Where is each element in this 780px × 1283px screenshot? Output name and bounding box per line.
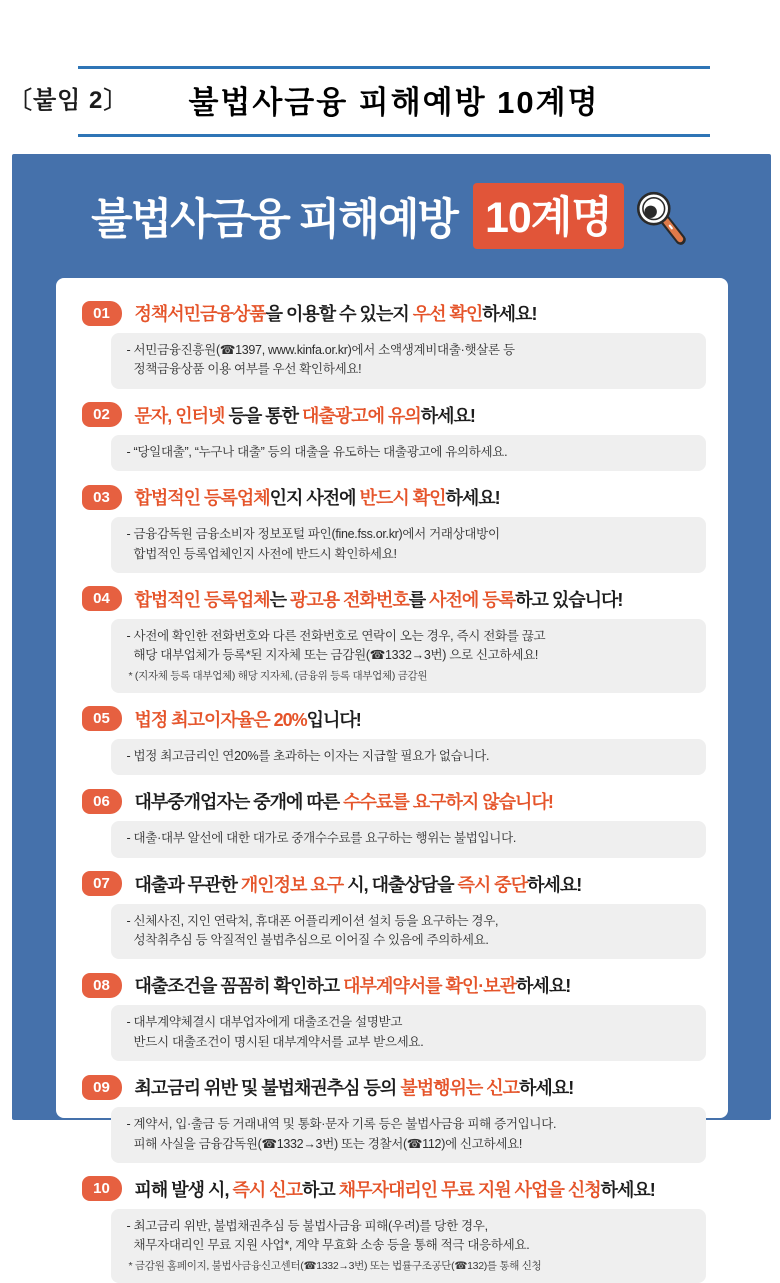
- title-highlight-text: 불법행위는 신고: [400, 1078, 520, 1099]
- detail-line: 성착취추심 등 악질적인 불법추심으로 이어질 수 있음에 주의하세요.: [133, 933, 489, 948]
- item-detail-box: [111, 1209, 706, 1283]
- title-highlight-text: 개인정보 요구: [240, 874, 344, 895]
- detail-line: 반드시 대출조건이 명시된 대부계약서를 교부 받으세요.: [133, 1034, 424, 1049]
- poster-header: [12, 180, 771, 252]
- title-highlight-text: 대부계약서를 확인·보관: [343, 976, 517, 997]
- title-text: 시, 대출상담을: [343, 874, 458, 895]
- poster-title-badge: 10계명: [473, 183, 624, 249]
- document-title-block: [78, 66, 710, 137]
- title-text: 대부중개업자는 중개에 따른: [134, 792, 344, 813]
- detail-line: - 대출·대부 알선에 대한 대가로 중개수수료를 요구하는 행위는 불법입니다.: [126, 831, 517, 846]
- item-head: [82, 402, 706, 428]
- item-title: [135, 300, 537, 326]
- title-highlight-text: 수수료를 요구하지 않습니다!: [343, 792, 553, 813]
- item-head: [82, 788, 706, 814]
- commandment-item: [80, 1176, 706, 1283]
- title-text: 피해 발생 시,: [134, 1179, 233, 1200]
- item-title: [135, 586, 623, 612]
- title-text: 는: [269, 589, 290, 610]
- commandments-list: [80, 300, 706, 1283]
- title-text: 를: [408, 589, 430, 610]
- title-highlight-text: 즉시 중단: [457, 874, 528, 895]
- title-highlight-text: 법정 최고이자율은 20%: [134, 709, 307, 730]
- detail-line: 채무자대리인 무료 지원 사업*, 계약 무효화 소송 등을 통해 적극 대응하세요.: [133, 1238, 530, 1253]
- item-detail-box: [111, 739, 706, 775]
- item-head: [82, 871, 706, 897]
- item-number-badge: 06: [82, 789, 122, 814]
- title-text: 하세요!: [516, 976, 571, 997]
- commandment-item: [80, 1074, 706, 1163]
- magnifier-icon: [630, 188, 692, 250]
- title-highlight-text: 사전에 등록: [429, 589, 516, 610]
- detail-line: - 계약서, 입·출금 등 거래내역 및 통화·문자 기록 등은 불법사금융 피해 증거입니다.: [126, 1117, 557, 1132]
- item-detail-box: [111, 619, 706, 693]
- poster: [12, 154, 771, 1272]
- item-number-badge: 07: [82, 871, 122, 896]
- item-number-badge: 02: [82, 402, 122, 427]
- title-highlight-text: 즉시 신고: [232, 1179, 303, 1200]
- title-text: 최고금리 위반 및 불법채권추심 등의: [134, 1078, 401, 1099]
- detail-line: - 사전에 확인한 전화번호와 다른 전화번호로 연락이 오는 경우, 즉시 전화를 끊고: [126, 628, 546, 643]
- item-number-badge: 03: [82, 485, 122, 510]
- poster-title: 불법사금융 피해예방: [91, 195, 457, 244]
- title-highlight-text: 채무자대리인 무료 지원 사업을 신청: [338, 1179, 601, 1200]
- title-highlight-text: 광고용 전화번호: [290, 589, 409, 610]
- item-title: [135, 788, 553, 814]
- detail-line: - 법정 최고금리인 연20%를 초과하는 이자는 지급할 필요가 없습니다.: [126, 748, 490, 763]
- title-text: 하세요!: [600, 1179, 655, 1200]
- title-highlight-text: 대출광고에 유의: [302, 405, 421, 426]
- title-text: 등을 통한: [224, 405, 303, 426]
- detail-line: - 금융감독원 금융소비자 정보포털 파인(fine.fss.or.kr)에서 거래상대방이: [126, 527, 500, 542]
- detail-line: - 서민금융진흥원(☎1397, www.kinfa.or.kr)에서 소액생계비대출·햇살론 등: [126, 343, 515, 357]
- item-detail-box: [111, 904, 706, 960]
- item-detail-box: [111, 821, 706, 857]
- title-text: 하세요!: [482, 304, 537, 324]
- item-detail-box: [111, 1107, 706, 1163]
- title-text: 대출과 무관한: [134, 874, 241, 895]
- title-text: 하세요!: [445, 488, 500, 509]
- title-highlight-text: 문자, 인터넷: [134, 405, 225, 426]
- item-head: [82, 586, 706, 612]
- item-title: [135, 871, 582, 897]
- item-title: [135, 1074, 574, 1100]
- detail-footnote: * (지자체 등록 대부업체) 해당 지자체, (금융위 등록 대부업체) 금감원: [128, 669, 428, 682]
- commandment-item: [80, 402, 706, 471]
- detail-line: - 신체사진, 지인 연락처, 휴대폰 어플리케이션 설치 등을 요구하는 경우,: [126, 913, 499, 928]
- detail-line: 합법적인 등록업체인지 사전에 반드시 확인하세요!: [133, 546, 397, 561]
- detail-line: - 대부계약체결시 대부업자에게 대출조건을 설명받고: [126, 1015, 403, 1030]
- commandment-item: [80, 972, 706, 1061]
- title-highlight-text: 합법적인 등록업체: [134, 589, 270, 610]
- commandment-item: [80, 706, 706, 775]
- item-head: [82, 1176, 706, 1202]
- commandments-card: [56, 278, 728, 1272]
- title-highlight-text: 우선 확인: [412, 304, 483, 324]
- document-title: 불법사금융 피해예방 10계명: [188, 85, 600, 120]
- detail-line: 정책금융상품 이용 여부를 우선 확인하세요!: [133, 362, 362, 377]
- item-title: [135, 402, 475, 428]
- title-text: 하세요!: [527, 874, 582, 895]
- title-highlight-text: 정책서민금융상품: [134, 304, 266, 324]
- title-text: 하고 있습니다!: [515, 589, 623, 610]
- title-text: 대출조건을 꼼꼼히 확인하고: [134, 976, 344, 997]
- item-number-badge: 05: [82, 706, 122, 731]
- title-text: 입니다!: [306, 709, 361, 730]
- title-text: 하세요!: [519, 1078, 574, 1099]
- title-text: 하고: [302, 1179, 339, 1200]
- item-number-badge: 09: [82, 1075, 122, 1100]
- title-highlight-text: 반드시 확인: [359, 488, 446, 509]
- item-number-badge: 04: [82, 586, 122, 611]
- item-title: [135, 1176, 655, 1202]
- item-number-badge: 08: [82, 973, 122, 998]
- item-detail-box: [111, 1005, 706, 1061]
- title-text: 하세요!: [420, 405, 475, 426]
- detail-line: 피해 사실을 금융감독원(☎1332→3번) 또는 경찰서(☎112)에 신고하세요!: [133, 1136, 523, 1151]
- item-detail-box: [111, 435, 706, 471]
- item-number-badge: 01: [82, 301, 122, 326]
- title-text: 인지 사전에: [269, 488, 360, 509]
- item-head: [82, 1074, 706, 1100]
- detail-footnote: * 금감원 홈페이지, 불법사금융신고센터(☎1332→3번) 또는 법률구조공단(☎132)를 통해 신청: [128, 1259, 542, 1272]
- detail-line: - “당일대출”, “누구나 대출” 등의 대출을 유도하는 대출광고에 유의하세요.: [126, 444, 508, 459]
- item-title: [135, 484, 500, 510]
- item-number-badge: 10: [82, 1176, 122, 1201]
- attachment-label: 〔붙임 2〕: [8, 87, 129, 114]
- item-head: [82, 484, 706, 510]
- commandment-item: [80, 484, 706, 573]
- commandment-item: [80, 300, 706, 389]
- item-head: [82, 300, 706, 326]
- item-detail-box: [111, 333, 706, 389]
- item-head: [82, 972, 706, 998]
- item-title: [135, 706, 361, 732]
- item-title: [135, 972, 571, 998]
- title-highlight-text: 합법적인 등록업체: [134, 488, 270, 509]
- item-head: [82, 706, 706, 732]
- detail-line: 해당 대부업체가 등록*된 지자체 또는 금감원(☎1332→3번) 으로 신고하세요!: [133, 648, 539, 663]
- commandment-item: [80, 586, 706, 693]
- title-text: 을 이용할 수 있는지: [265, 304, 413, 324]
- detail-line: - 최고금리 위반, 불법채권추심 등 불법사금융 피해(우려)를 당한 경우,: [126, 1218, 488, 1233]
- commandment-item: [80, 871, 706, 960]
- item-detail-box: [111, 517, 706, 573]
- commandment-item: [80, 788, 706, 857]
